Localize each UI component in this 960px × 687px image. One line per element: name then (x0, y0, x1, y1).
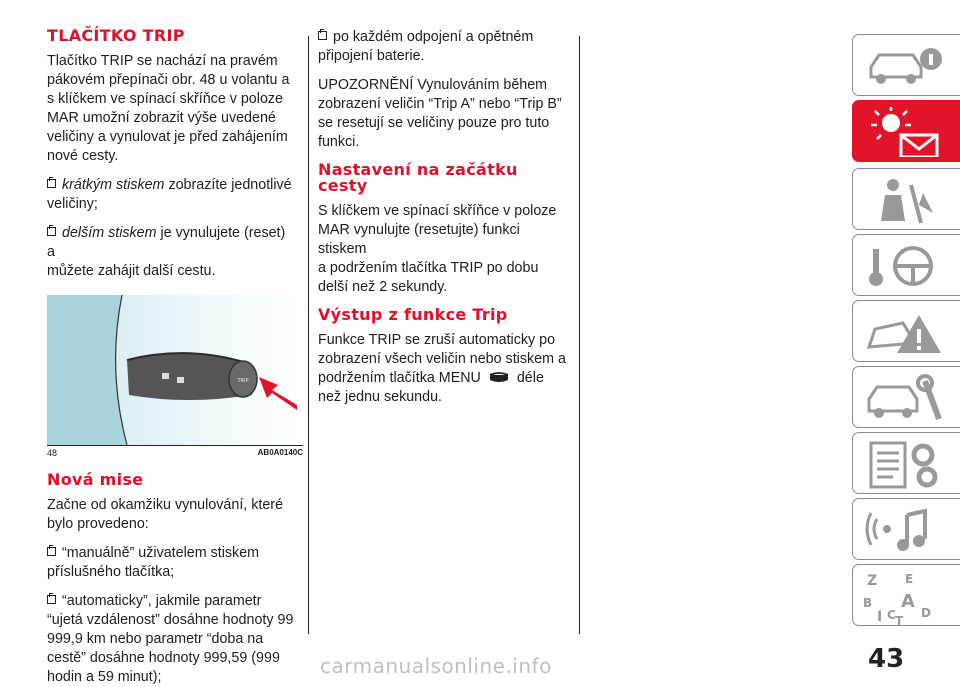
heading-trip-exit: Výstup z funkce Trip (318, 305, 508, 324)
key-steering-icon (863, 241, 953, 291)
intro-paragraph: Tlačítko TRIP se nachází na pravém pákovém přepínači obr. 48 u volantu a s klíčkem ve spínací skříňce v poloze MAR umožní zobrazit výše uvedené veličiny a vynulovat je před zahájením nové cesty. (47, 53, 290, 164)
tab-safety[interactable] (852, 168, 960, 230)
figure-number: 48 (47, 448, 58, 458)
bullet-manual: “manuálně” uživatelem stiskem příslušného tlačítka; (47, 545, 260, 580)
menu-button-icon (488, 372, 510, 384)
bullet-icon (318, 31, 327, 40)
bullet-automatic: “automaticky”, jakmile parametr “ujetá vzdálenost” dosáhne hodnoty 99 999,9 km nebo parametr “doba na cestě” dosáhne hodnoty 999,59 (999 hodin a 59 minut); (47, 593, 294, 685)
bullet-icon (47, 595, 56, 604)
heading-new-mission: Nová mise (47, 470, 144, 489)
tab-index[interactable] (852, 564, 960, 626)
svg-text:I: I (877, 609, 883, 625)
heading-trip-button: TLAČÍTKO TRIP (47, 26, 185, 45)
heading-trip-start: Nastavení na začátku cesty (318, 160, 518, 195)
mission-paragraph: Začne od okamžiku vynulování, které bylo provedeno: (47, 497, 284, 532)
bullet-icon (47, 227, 56, 236)
svg-text:C: C (887, 608, 896, 622)
left-column (47, 26, 303, 687)
multimedia-icon (863, 505, 953, 555)
bullet-icon (47, 179, 56, 188)
svg-text:E: E (905, 572, 914, 586)
svg-text:D: D (921, 606, 931, 620)
tab-lights-warnings[interactable] (852, 100, 960, 162)
trip-button-label: TRIP (237, 378, 249, 384)
tab-emergency[interactable] (852, 300, 960, 362)
page-number: 43 (868, 644, 905, 674)
column-divider-1 (308, 36, 309, 634)
tab-maintenance[interactable] (852, 366, 960, 428)
bullet-icon (47, 547, 56, 556)
steering-wheel-shape (47, 295, 127, 445)
red-arrow-icon (259, 377, 297, 410)
bullet-short-press: krátkým stiskem zobrazíte jednotlivé veličiny; (47, 177, 292, 212)
middle-column (318, 28, 570, 407)
figure-steering-stalk (47, 295, 303, 445)
bullet-battery: po každém odpojení a opětném připojení baterie. (318, 29, 534, 64)
svg-text:Z: Z (867, 573, 878, 589)
tab-multimedia[interactable] (852, 498, 960, 560)
exit-paragraph: Funkce TRIP se zruší automaticky po zobrazení všech veličin nebo stiskem a podržením tlačítka MENU déle než jednu sekundu. (318, 332, 566, 405)
warning-paragraph: UPOZORNĚNÍ Vynulováním během zobrazení veličin “Trip A” nebo “Trip B” se resetují se veličiny pouze pro tuto funkci. (318, 77, 562, 150)
lights-warning-icon (863, 107, 953, 157)
tech-data-icon (863, 439, 953, 489)
svg-text:B: B (863, 596, 873, 610)
emergency-icon (863, 307, 953, 357)
column-divider-2 (579, 36, 580, 634)
figure-code: AB0A0140C (257, 448, 303, 457)
tab-starting-driving[interactable] (852, 234, 960, 296)
stalk-illustration (47, 295, 303, 445)
svg-text:T: T (895, 614, 904, 625)
car-info-icon (863, 41, 953, 91)
airbag-safety-icon (863, 175, 953, 225)
bullet-long-press: delším stiskem je vynulujete (reset) a můžete zahájit další cestu. (47, 225, 286, 279)
svg-text:A: A (901, 591, 915, 612)
watermark: carmanualsonline.info (320, 654, 552, 678)
maintenance-icon (863, 373, 953, 423)
figure-caption (47, 445, 303, 458)
start-paragraph: S klíčkem ve spínací skříňce v poloze MAR vynulujte (resetujte) funkci stiskem a podržením tlačítka TRIP po dobu delší než 2 sekundy. (318, 203, 557, 295)
tab-technical-data[interactable] (852, 432, 960, 494)
tab-car-info[interactable] (852, 34, 960, 96)
index-icon (863, 571, 953, 625)
